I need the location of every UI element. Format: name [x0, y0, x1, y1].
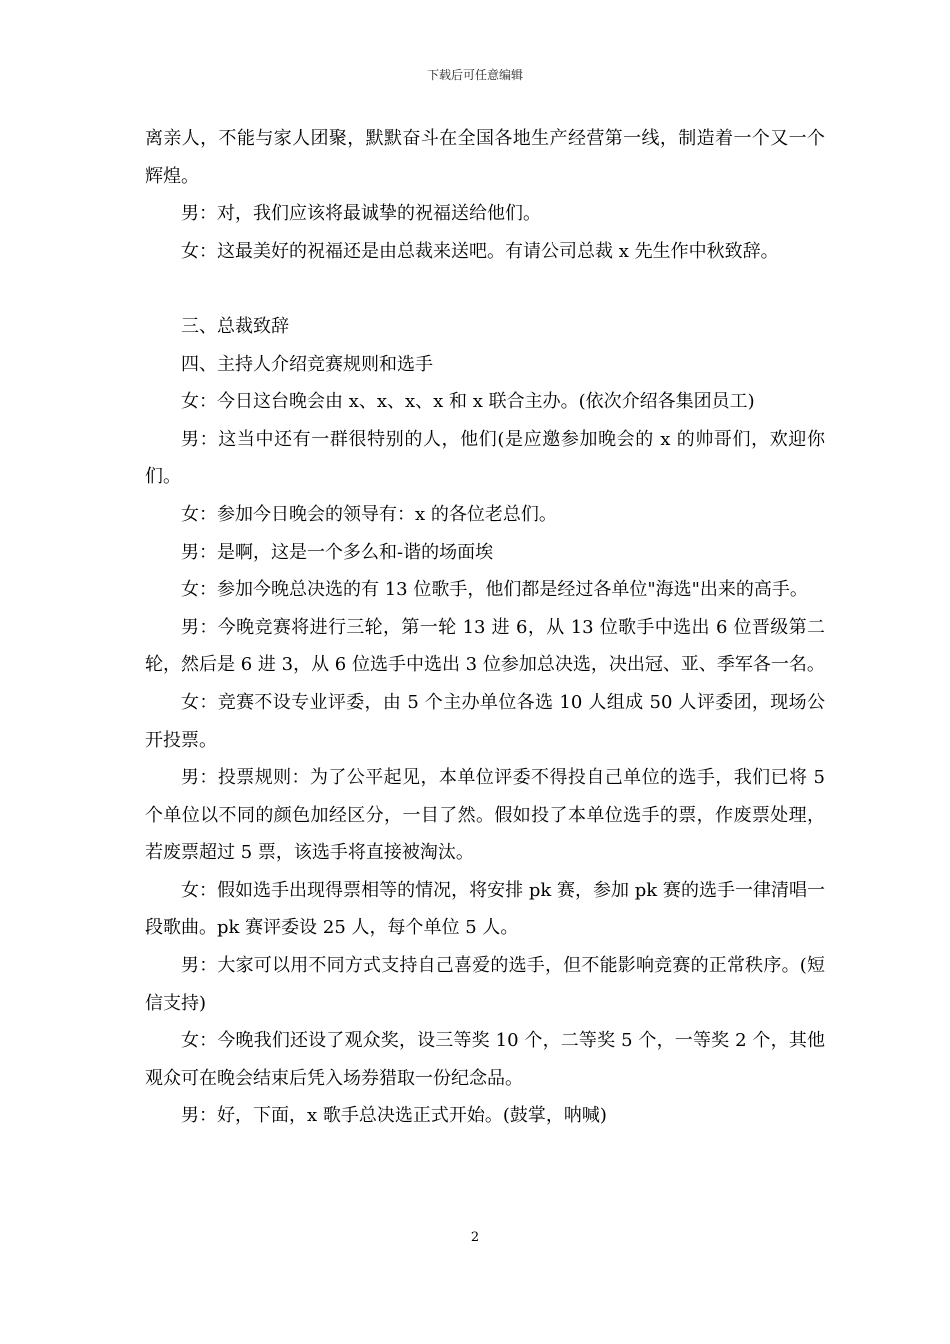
- document-body: [145, 120, 825, 1135]
- page-header: 下载后可任意编辑: [426, 68, 523, 82]
- paragraph-pk-round: 女：假如选手出现得票相等的情况，将安排 pk 赛，参加 pk 赛的选手一律清唱一段歌曲。pk 赛评委设 25 人，每个单位 5 人。: [145, 879, 825, 939]
- paragraph-judges: 女：竞赛不设专业评委，由 5 个主办单位各选 10 人组成 50 人评委团，现场公开投票。: [145, 691, 825, 751]
- section-heading-3: 三、总裁致辞: [181, 315, 289, 337]
- paragraph-organizers: 女：今日这台晚会由 x、x、x、x 和 x 联合主办。(依次介绍各集团员工): [181, 391, 755, 413]
- paragraph-start: 男：好，下面，x 歌手总决选正式开始。(鼓掌，呐喊): [181, 1105, 607, 1127]
- paragraph-male-blessing: 男：对，我们应该将最诚挚的祝福送给他们。: [181, 203, 541, 225]
- paragraph-leaders: 女：参加今日晚会的领导有：x 的各位老总们。: [181, 503, 557, 525]
- paragraph-female-invite: 女：这最美好的祝福还是由总裁来送吧。有请公司总裁 x 先生作中秋致辞。: [181, 240, 779, 262]
- paragraph-support: 男：大家可以用不同方式支持自己喜爱的选手，但不能影响竞赛的正常秩序。(短信支持): [145, 955, 825, 1014]
- paragraph-audience-prizes: 女：今晚我们还设了观众奖，设三等奖 10 个，二等奖 5 个，一等奖 2 个，其他观众可在晚会结束后凭入场券猎取一份纪念品。: [145, 1030, 825, 1089]
- paragraph-harmony: 男：是啊，这是一个多么和-谐的场面埃: [181, 541, 494, 563]
- paragraph-continuation: 离亲人，不能与家人团聚，默默奋斗在全国各地生产经营第一线，制造着一个又一个辉煌。: [145, 128, 825, 187]
- paragraph-singers: 女：参加今晚总决选的有 13 位歌手，他们都是经过各单位"海选"出来的高手。: [181, 579, 808, 601]
- paragraph-voting-rules: 男：投票规则：为了公平起见，本单位评委不得投自己单位的选手，我们已将 5 个单位以不同的颜色加经区分，一目了然。假如投了本单位选手的票，作废票处理，若废票超过 5 票，该选手将直接被淘汰。: [145, 767, 825, 864]
- section-heading-4: 四、主持人介绍竞赛规则和选手: [181, 353, 433, 375]
- page-number: 2: [470, 1230, 480, 1245]
- paragraph-rounds: 男：今晚竞赛将进行三轮，第一轮 13 进 6，从 13 位歌手中选出 6 位晋级第二轮，然后是 6 进 3，从 6 位选手中选出 3 位参加总决选，决出冠、亚、季军各一名。: [145, 616, 825, 676]
- blank-line: [145, 270, 825, 308]
- paragraph-special-guests: 男：这当中还有一群很特别的人，他们(是应邀参加晚会的 x 的帅哥们，欢迎你们。: [145, 428, 825, 488]
